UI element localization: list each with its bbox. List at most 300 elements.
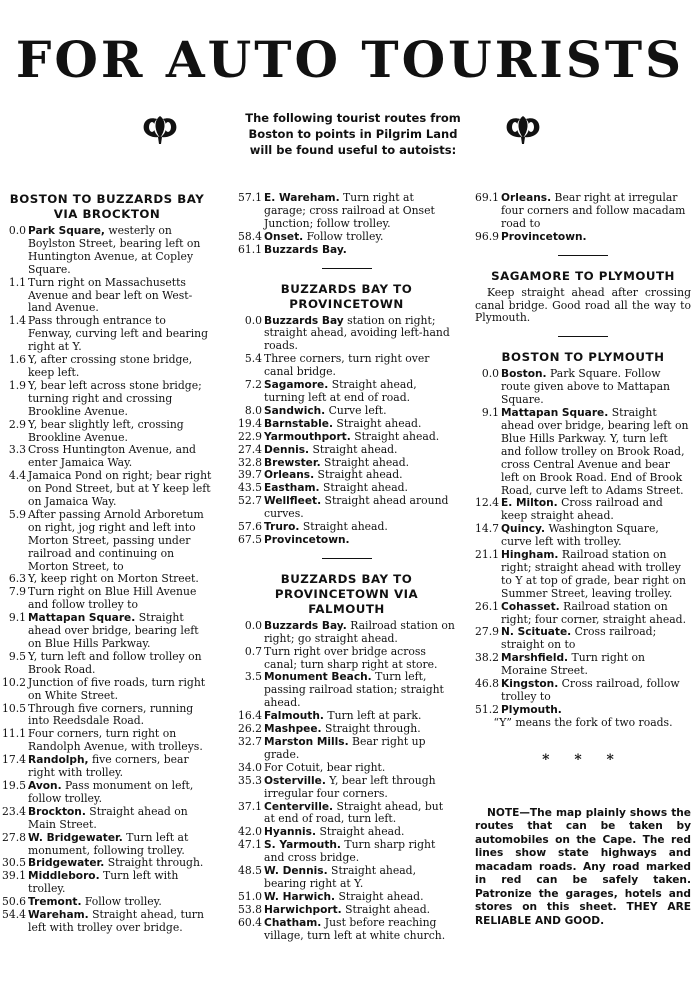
route-instruction <box>501 231 691 244</box>
place-name: W. Harwich. <box>264 890 336 903</box>
route-instruction <box>264 379 455 405</box>
route-instruction <box>28 703 212 729</box>
route-instruction <box>264 315 455 354</box>
route-instruction <box>28 806 212 832</box>
route-entry <box>2 754 212 780</box>
direction-text: Bear right at irregular four corners and follow macadam road to <box>501 191 686 230</box>
route-entry <box>2 380 212 419</box>
direction-text: Turn left at park. <box>323 709 422 723</box>
place-name: Wareham. <box>28 909 89 922</box>
route-entry <box>238 620 455 646</box>
direction-text: Cross Huntington Avenue, and enter Jamaica Way. <box>28 443 196 470</box>
direction-text: Straight ahead. <box>319 481 408 495</box>
mileage: 67.5 <box>238 532 263 546</box>
mileage: 27.4 <box>238 442 263 456</box>
route-instruction <box>264 646 455 672</box>
direction-text: Straight ahead over bridge, bearing left on Blue Hills Parkway. Y, turn left and follow trolley on Brook Road, cross Central Avenue and bear left on Brook Road. End of Brook Road, curve left to Adams Street. <box>501 406 689 497</box>
route-entry <box>2 225 212 277</box>
mileage: 57.1 <box>238 191 263 204</box>
place-name: Park Square, <box>28 225 105 237</box>
route-paragraph: Keep straight ahead after crossing canal bridge. Good road all the way to Plymouth. <box>475 285 691 325</box>
mileage: 42.0 <box>238 825 263 839</box>
direction-text: Curve left. <box>325 403 387 417</box>
route-heading: BUZZARDS BAY TO PROVINCETOWN <box>280 281 413 311</box>
route-instruction <box>264 244 455 257</box>
route-instruction <box>264 671 455 710</box>
map-note: NOTE—The map plainly shows the routes that can be taken by automobiles on the Cape. The red lines show state highways and macadam roads. Any road marked in red can be safely taken. Patronize the garages, hotels and stores on this sheet. THEY ARE RELIABLE AND GOOD. <box>475 806 691 927</box>
route-instruction <box>264 620 455 646</box>
route-entry <box>2 806 212 832</box>
mileage: 21.1 <box>475 548 500 562</box>
route-instruction <box>264 775 455 801</box>
mileage: 7.2 <box>244 378 262 392</box>
route-instruction <box>264 917 455 943</box>
route-instruction <box>501 652 691 678</box>
route-entry <box>238 865 455 891</box>
direction-text: Turn right on Massachusetts Avenue and bear left on West-land Avenue. <box>28 275 193 315</box>
tulip-ornament-icon <box>503 114 543 146</box>
direction-text: Railroad station on right; four corner, straight ahead. <box>501 599 686 626</box>
route-heading: BUZZARDS BAY TO PROVINCETOWN VIA FALMOUTH <box>274 571 419 616</box>
direction-text: Straight ahead. <box>320 455 410 469</box>
place-name: N. Scituate. <box>501 626 572 639</box>
mileage: 32.7 <box>238 735 263 748</box>
route-instruction <box>28 225 212 277</box>
direction-text: After passing Arnold Arboretum on right, jog right and left into Morton Street, passing under railroad and continuing on Morton Street, to <box>28 507 204 573</box>
place-name: Plymouth. <box>501 703 562 716</box>
direction-text: Turn right on Moraine Street. <box>501 651 645 678</box>
route-entry <box>238 839 455 865</box>
direction-text: Railroad station on right; straight ahead with trolley to Y at top of grade, bear right on Summer Street, leaving trolley. <box>501 548 686 600</box>
direction-text: Junction of five roads, turn right on White Street. <box>28 675 206 702</box>
place-name: Orleans. <box>264 469 315 482</box>
route-entry <box>2 586 212 612</box>
place-name: Falmouth. <box>264 710 324 723</box>
direction-text: Pass through entrance to Fenway, curving left and bearing right at Y. <box>28 314 209 354</box>
route-entry <box>475 549 691 601</box>
mileage: 52.7 <box>238 494 263 508</box>
route-entry <box>2 354 212 380</box>
column-1 <box>2 192 212 935</box>
direction-text: Straight ahead, turn left with trolley over bridge. <box>28 908 204 934</box>
mileage: 0.0 <box>244 313 262 327</box>
route-entry <box>2 651 212 677</box>
direction-text: For Cotuit, bear right. <box>264 760 386 774</box>
mileage: 0.0 <box>8 224 26 237</box>
direction-text: Cross railroad; straight on to <box>501 625 657 652</box>
route-entry <box>475 192 691 231</box>
route-entry <box>2 677 212 703</box>
direction-text: Park Square. Follow route given above to Mattapan Square. <box>501 367 670 407</box>
tulip-ornament-icon <box>140 114 180 146</box>
mileage: 16.4 <box>238 709 263 723</box>
direction-text: Turn right on Blue Hill Avenue and follow trolley to <box>28 585 197 612</box>
mileage: 32.8 <box>238 455 263 469</box>
mileage: 0.7 <box>244 644 262 658</box>
route-instruction <box>264 231 455 244</box>
mileage: 39.1 <box>2 869 27 883</box>
route-entry <box>238 736 455 762</box>
route-instruction <box>28 612 212 651</box>
direction-text: Through five corners, running into Reedsdale Road. <box>28 701 194 728</box>
direction-text: Straight ahead, but at end of road, turn left. <box>264 799 444 826</box>
direction-text: Y, keep right on Morton Street. <box>28 572 199 586</box>
place-name: Hingham. <box>501 549 559 562</box>
route-entry <box>2 277 212 316</box>
direction-text: Bear right up grade. <box>264 735 426 761</box>
route-instruction <box>501 497 691 523</box>
route-entry <box>238 671 455 710</box>
route-entry <box>238 917 455 943</box>
mileage: 26.1 <box>475 599 500 613</box>
direction-text: Straight ahead. <box>299 520 388 534</box>
route-instruction <box>501 549 691 601</box>
mileage: 2.9 <box>8 417 26 431</box>
column-3 <box>475 192 691 928</box>
mileage: 39.7 <box>238 468 263 482</box>
route-entry <box>2 509 212 574</box>
mileage: 43.5 <box>238 481 263 495</box>
route-entry <box>238 244 455 257</box>
mileage: 35.3 <box>238 773 263 787</box>
direction-text: Turn right over bridge across canal; turn sharp right at store. <box>264 644 438 671</box>
route-entry <box>475 704 691 717</box>
route-instruction <box>264 801 455 827</box>
place-name: S. Yarmouth. <box>264 839 341 852</box>
mileage: 50.6 <box>2 895 27 909</box>
route-instruction <box>28 832 212 858</box>
direction-text: Y, turn left and follow trolley on Brook Road. <box>28 649 202 676</box>
direction-text: Straight through. <box>104 856 204 870</box>
column-2 <box>238 192 455 943</box>
route-entry <box>238 534 455 547</box>
route-instruction <box>28 470 212 509</box>
route-entry <box>2 444 212 470</box>
route-instruction <box>28 586 212 612</box>
place-name: W. Dennis. <box>264 865 328 878</box>
stars-divider: * * * <box>542 751 624 768</box>
place-name: Cohasset. <box>501 600 560 613</box>
direction-text: Straight ahead. <box>314 468 403 482</box>
direction-text: Straight through. <box>321 722 421 736</box>
direction-text: Cross railroad, follow trolley to <box>501 677 680 703</box>
direction-text: Straight ahead. <box>316 825 405 839</box>
direction-text: Turn sharp right and cross bridge. <box>264 838 436 865</box>
direction-text: station on right; straight ahead, avoiding left-hand roads. <box>264 313 450 353</box>
route-instruction <box>28 780 212 806</box>
route-instruction <box>28 277 212 316</box>
route-entry <box>238 775 455 801</box>
direction-text: Turn left with trolley. <box>28 869 179 896</box>
intro-text: The following tourist routes from Boston to points in Pilgrim Land will be found useful to autoists: <box>245 111 461 157</box>
page-title: FOR AUTO TOURISTS <box>15 30 685 89</box>
direction-text: Straight ahead, bearing right at Y. <box>264 864 417 890</box>
route-entry <box>2 703 212 729</box>
direction-text: Straight ahead around curves. <box>264 494 449 521</box>
mileage: 54.4 <box>2 908 27 922</box>
direction-text: five corners, bear right with trolley. <box>28 753 189 780</box>
mileage: 6.3 <box>8 572 26 586</box>
mileage: 69.1 <box>475 191 500 204</box>
route-instruction <box>264 353 455 379</box>
route-entry <box>2 612 212 651</box>
mileage: 8.0 <box>244 403 262 417</box>
place-name: Yarmouthport. <box>264 430 351 443</box>
route-entry <box>475 601 691 627</box>
route-entry <box>475 652 691 678</box>
route-entry <box>238 801 455 827</box>
place-name: Monument Beach. <box>264 671 372 684</box>
mileage: 0.0 <box>244 618 262 632</box>
place-name: Randolph, <box>28 754 89 767</box>
route-instruction <box>28 509 212 574</box>
place-name: E. Milton. <box>501 497 558 510</box>
route-instruction <box>264 534 455 547</box>
route-instruction <box>28 909 212 935</box>
route-instruction <box>264 495 455 521</box>
direction-text: Four corners, turn right on Randolph Avenue, with trolleys. <box>28 727 203 754</box>
direction-text: Y, bear left across stone bridge; turning right and crossing Brookline Avenue. <box>28 378 202 418</box>
place-name: Brewster. <box>264 456 321 469</box>
place-name: Middleboro. <box>28 870 100 883</box>
mileage: 61.1 <box>238 242 263 256</box>
place-name: Sagamore. <box>264 379 329 392</box>
route-entry <box>238 495 455 521</box>
place-name: Bridgewater. <box>28 857 105 870</box>
direction-text: Washington Square, curve left with trolley. <box>501 522 659 549</box>
mileage: 11.1 <box>2 727 27 741</box>
direction-text: westerly on Boylston Street, bearing left on Huntington Avenue, at Copley Square. <box>28 224 201 276</box>
route-heading: SAGAMORE TO PLYMOUTH <box>491 268 675 283</box>
direction-text: Straight ahead, turning left at end of road. <box>264 378 417 404</box>
route-instruction <box>28 677 212 703</box>
place-name: Provincetown. <box>501 230 587 243</box>
mileage: 3.5 <box>244 670 262 684</box>
mileage: 14.7 <box>475 522 500 536</box>
place-name: Centerville. <box>264 800 334 813</box>
direction-text: Straight ahead. <box>341 902 431 916</box>
route-instruction <box>501 704 691 717</box>
direction-text: Straight ahead over bridge, bearing left on Blue Hills Parkway. <box>28 611 199 650</box>
mileage: 9.5 <box>8 649 26 663</box>
route-instruction <box>28 728 212 754</box>
mileage: 51.2 <box>475 702 500 716</box>
route-entry <box>475 678 691 704</box>
route-entry <box>2 780 212 806</box>
route-instruction <box>264 192 455 231</box>
direction-text: Follow trolley. <box>303 229 384 243</box>
place-name: Provincetown. <box>264 533 350 546</box>
place-name: Sandwich. <box>264 404 326 417</box>
mileage: 34.0 <box>238 760 263 774</box>
route-entry <box>238 231 455 244</box>
route-instruction <box>28 870 212 896</box>
mileage: 9.1 <box>8 611 26 625</box>
mileage: 19.5 <box>2 778 27 792</box>
route-entry <box>475 523 691 549</box>
mileage: 17.4 <box>2 753 27 767</box>
mileage: 60.4 <box>238 915 263 929</box>
mileage: 26.2 <box>238 722 263 736</box>
mileage: 4.4 <box>8 469 26 483</box>
route-entry <box>238 379 455 405</box>
route-instruction <box>28 315 212 354</box>
route-entry <box>2 728 212 754</box>
route-entry <box>2 909 212 935</box>
route-instruction <box>501 601 691 627</box>
place-name: Hyannis. <box>264 826 317 839</box>
mileage: 30.5 <box>2 856 27 870</box>
mileage: 10.5 <box>2 701 27 715</box>
place-name: Harwichport. <box>264 903 342 916</box>
place-name: Onset. <box>264 230 304 243</box>
direction-text: Y, bear slightly left, crossing Brookline Avenue. <box>28 417 184 444</box>
mileage: 47.1 <box>238 838 263 852</box>
route-instruction <box>28 754 212 780</box>
route-entry <box>475 231 691 244</box>
route-entry <box>2 419 212 445</box>
place-name: Quincy. <box>501 523 546 536</box>
mileage: 37.1 <box>238 799 263 813</box>
mileage: 22.9 <box>238 429 263 443</box>
route-instruction <box>501 523 691 549</box>
mileage: 96.9 <box>475 229 500 243</box>
route-entry <box>2 870 212 896</box>
place-name: Buzzards Bay <box>264 314 344 327</box>
route-entry <box>475 368 691 407</box>
mileage: 10.2 <box>2 675 27 689</box>
mileage: 48.5 <box>238 864 263 878</box>
direction-text: Straight ahead. <box>335 889 424 903</box>
place-name: Osterville. <box>264 774 326 787</box>
place-name: Kingston. <box>501 678 559 691</box>
place-name: Chatham. <box>264 916 322 929</box>
direction-text: Turn left, passing railroad station; straight ahead. <box>264 670 444 710</box>
direction-text: Pass monument on left, follow trolley. <box>28 778 194 805</box>
place-name: Mattapan Square. <box>501 407 609 420</box>
place-name: E. Wareham. <box>264 192 340 204</box>
route-instruction <box>28 651 212 677</box>
mileage: 1.6 <box>8 353 26 367</box>
mileage: 57.6 <box>238 520 263 534</box>
route-entry <box>475 626 691 652</box>
place-name: Buzzards Bay. <box>264 619 347 632</box>
mileage: 9.1 <box>481 406 499 420</box>
place-name: Buzzards Bay. <box>264 243 347 256</box>
section-divider <box>322 268 372 269</box>
route-instruction <box>501 678 691 704</box>
mileage: 27.9 <box>475 625 500 639</box>
mileage: 51.0 <box>238 889 263 903</box>
direction-text: Three corners, turn right over canal bridge. <box>264 352 430 379</box>
route-instruction <box>264 839 455 865</box>
direction-text: Y, after crossing stone bridge, keep left. <box>28 353 193 379</box>
mileage: 1.9 <box>8 378 26 392</box>
mileage: 0.0 <box>481 367 499 381</box>
route-entry <box>238 192 455 231</box>
place-name: Dennis. <box>264 443 310 456</box>
mileage: 1.1 <box>8 275 26 289</box>
direction-text: Straight ahead. <box>332 416 422 430</box>
place-name: Eastham. <box>264 482 320 495</box>
direction-text: Railroad station on right; go straight ahead. <box>264 618 455 645</box>
route-entry <box>2 832 212 858</box>
route-instruction <box>264 736 455 762</box>
route-instruction <box>28 380 212 419</box>
mileage: 12.4 <box>475 496 500 510</box>
place-name: Mattapan Square. <box>28 612 136 625</box>
direction-text: Just before reaching village, turn left at white church. <box>264 915 446 942</box>
place-name: Barnstable. <box>264 417 333 430</box>
route-instruction <box>264 865 455 891</box>
direction-text: Follow trolley. <box>81 895 162 909</box>
route-instruction <box>28 444 212 470</box>
route-instruction <box>28 419 212 445</box>
direction-text: Turn left at monument, following trolley. <box>28 830 189 857</box>
route-entry <box>475 407 691 497</box>
direction-text: Straight ahead. <box>350 429 440 443</box>
direction-text: Straight ahead on Main Street. <box>28 804 188 831</box>
route-instruction <box>501 368 691 407</box>
mileage: 46.8 <box>475 677 500 691</box>
route-instruction <box>501 192 691 231</box>
place-name: Truro. <box>264 521 300 534</box>
mileage: 27.8 <box>2 830 27 844</box>
route-entry <box>238 315 455 354</box>
direction-text: Cross railroad and keep straight ahead. <box>501 496 663 523</box>
mileage: 38.2 <box>475 651 500 665</box>
place-name: Brockton. <box>28 805 86 818</box>
direction-text: Turn right at garage; cross railroad at Onset Junction; follow trolley. <box>264 191 435 230</box>
mileage: 5.4 <box>244 352 262 366</box>
fork-note: “Y” means the fork of two roads. <box>493 715 673 729</box>
place-name: Marshfield. <box>501 652 569 665</box>
route-entry <box>238 646 455 672</box>
place-name: W. Bridgewater. <box>28 831 123 844</box>
mileage: 53.8 <box>238 902 263 916</box>
route-entry <box>2 470 212 509</box>
mileage: 7.9 <box>8 585 26 599</box>
place-name: Wellfleet. <box>264 495 322 508</box>
section-divider <box>322 558 372 559</box>
mileage: 58.4 <box>238 229 263 243</box>
mileage: 5.9 <box>8 507 26 521</box>
mileage: 3.3 <box>8 443 26 457</box>
route-entry <box>475 497 691 523</box>
route-entry <box>238 521 455 534</box>
section-divider <box>558 255 608 256</box>
place-name: Tremont. <box>28 896 82 909</box>
place-name: Avon. <box>28 779 62 792</box>
direction-text: Straight ahead. <box>309 442 398 456</box>
mileage: 1.4 <box>8 314 26 328</box>
route-instruction <box>264 521 455 534</box>
mileage: 23.4 <box>2 804 27 818</box>
place-name: Mashpee. <box>264 723 322 736</box>
direction-text: Jamaica Pond on right; bear right on Pond Street, but at Y keep left on Jamaica Way. <box>28 469 212 509</box>
place-name: Boston. <box>501 368 547 381</box>
route-entry <box>238 353 455 379</box>
route-heading: BOSTON TO PLYMOUTH <box>501 350 665 365</box>
mileage: 19.4 <box>238 416 263 430</box>
section-divider <box>558 336 608 337</box>
route-heading: BOSTON TO BUZZARDS BAY VIA BROCKTON <box>9 192 205 221</box>
route-entry <box>2 315 212 354</box>
route-instruction <box>28 354 212 380</box>
place-name: Orleans. <box>501 192 552 204</box>
route-instruction <box>501 626 691 652</box>
direction-text: Y, bear left through irregular four corners. <box>264 773 436 800</box>
